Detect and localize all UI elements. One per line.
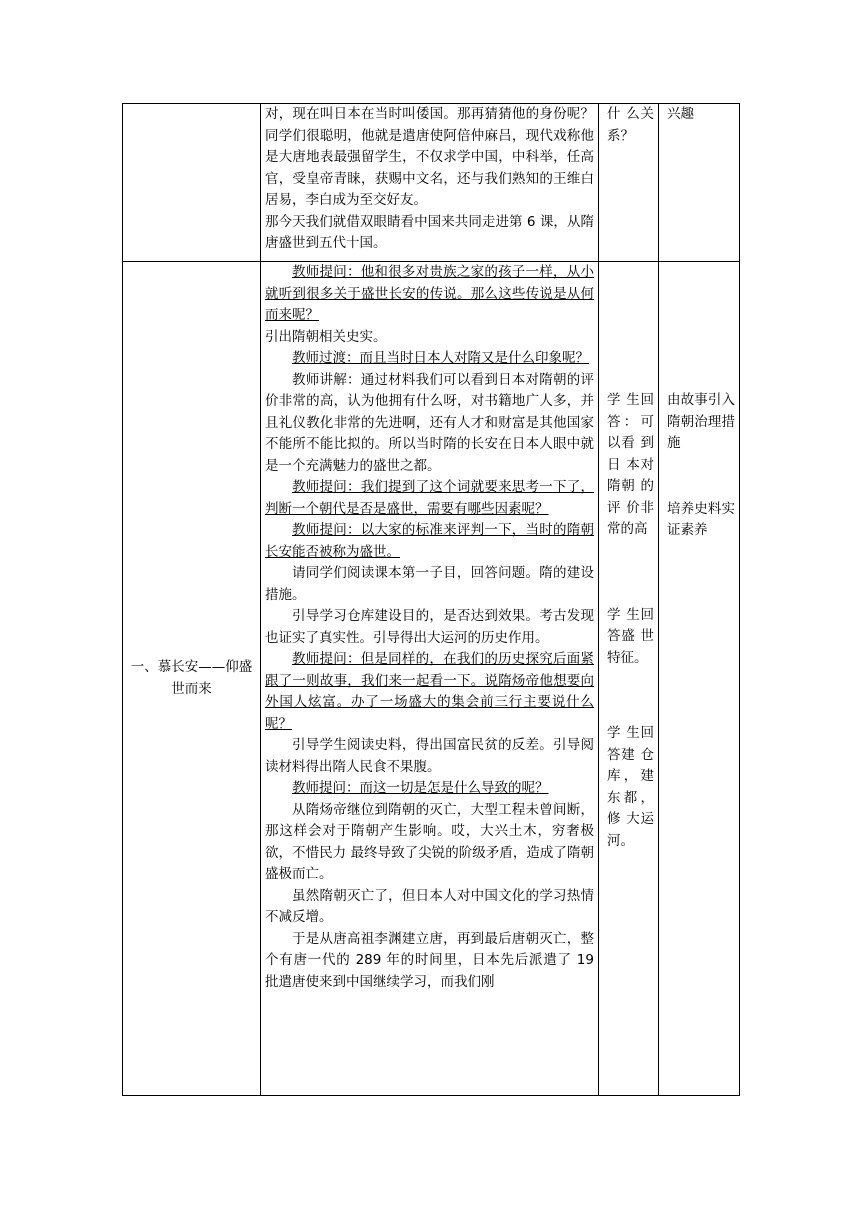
paragraph: 引导学习仓库建设目的，是否达到效果。考古发现也证实了真实性。引导得出大运河的历史作用。 bbox=[265, 608, 594, 646]
student-activity-text: 什 么关系？ bbox=[607, 106, 654, 144]
paragraph: 教师提问：而这一切是怎是什么导致的呢？ bbox=[292, 780, 549, 796]
student-activity-text: 学 生回答：可 以看 到日 本对 隋朝 的评 价非 常的高 bbox=[607, 392, 654, 537]
section-cell bbox=[123, 104, 261, 262]
paragraph: 引出隋朝相关史实。 bbox=[265, 328, 387, 345]
student-activity-cell bbox=[599, 104, 659, 262]
table-row bbox=[123, 262, 740, 1096]
design-purpose-text: 兴趣 bbox=[667, 106, 694, 122]
paragraph: 于是从唐高祖李渊建立唐，再到最后唐朝灭亡，整个有唐一代的 289 年的时间里，日本先后派遣了 19 批遣唐使来到中国继续学习，而我们刚 bbox=[265, 930, 594, 990]
paragraph: 引导学生阅读史料，得出国富民贫的反差。引导阅读材料得出隋人民食不果腹。 bbox=[265, 737, 594, 775]
design-purpose-cell bbox=[659, 262, 740, 1096]
paragraph: 教师提问：但是同样的，在我们的历史探究后面紧跟了一则故事，我们来一起看一下。说隋炀帝他想要向外国人炫富。办了一场盛大的集会前三行主要说什么呢？ bbox=[265, 651, 594, 732]
paragraph: 对，现在叫日本在当时叫倭国。那再猜猜他的身份呢？同学们很聪明，他就是遣唐使阿倍仲麻吕，现代戏称他是大唐地表最强留学生，不仅求学中国，中科举，任高官，受皇帝青睐，获赐中文名，还与我们熟知的王维白居易，李白成为至交好友。 bbox=[265, 106, 594, 208]
paragraph: 虽然隋朝灭亡了，但日本人对中国文化的学习热情不减反增。 bbox=[265, 887, 594, 925]
student-activity-text: 学 生回 答盛 世特征。 bbox=[607, 606, 654, 666]
paragraph: 请同学们阅读课本第一子目，回答问题。隋的建设措施。 bbox=[265, 565, 594, 603]
design-purpose-cell bbox=[659, 104, 740, 262]
content-cell bbox=[261, 104, 599, 262]
section-title: 一、慕长安——仰盛世而来 bbox=[130, 659, 253, 697]
content-cell bbox=[261, 262, 599, 1096]
student-activity-text: 学 生回 答建 仓库，建东都，修 大运河。 bbox=[607, 725, 654, 849]
lesson-plan-table bbox=[122, 103, 740, 1096]
student-activity-cell bbox=[599, 262, 659, 1096]
paragraph: 那今天我们就借双眼睛看中国来共同走进第 6 课，从隋唐盛世到五代十国。 bbox=[265, 213, 594, 251]
paragraph: 教师提问：我们提到了这个词就要来思考一下了，判断一个朝代是否是盛世，需要有哪些因素呢？ bbox=[265, 479, 594, 517]
design-purpose-text: 培养史料实证素养 bbox=[667, 500, 735, 538]
paragraph: 教师提问：以大家的标准来评判一下，当时的隋朝长安能否被称为盛世。 bbox=[265, 522, 594, 560]
section-title-cell bbox=[123, 262, 261, 1096]
paragraph: 教师过渡：而且当时日本人对隋又是什么印象呢？ bbox=[292, 350, 589, 366]
design-purpose-text: 由故事引入隋朝治理措施 bbox=[667, 392, 735, 451]
table-row bbox=[123, 104, 740, 262]
paragraph: 从隋炀帝继位到隋朝的灭亡，大型工程未曾间断，那这样会对于隋朝产生影响。哎，大兴土木，穷奢极欲，不惜民力 最终导致了尖锐的阶级矛盾，造成了隋朝盛极而亡。 bbox=[265, 801, 594, 882]
paragraph: 教师提问：他和很多对贵族之家的孩子一样，从小就听到很多关于盛世长安的传说。那么这些传说是从何而来呢？ bbox=[265, 264, 594, 323]
paragraph: 教师讲解：通过材料我们可以看到日本对隋朝的评价非常的高，认为他拥有什么呀，对书籍地广人多，并且礼仪教化非常的先进啊，还有人才和财富是其他国家不能所不能比拟的。所以当时隋的长安在日本人眼中就是一个充满魅力的盛世之都。 bbox=[265, 371, 594, 474]
